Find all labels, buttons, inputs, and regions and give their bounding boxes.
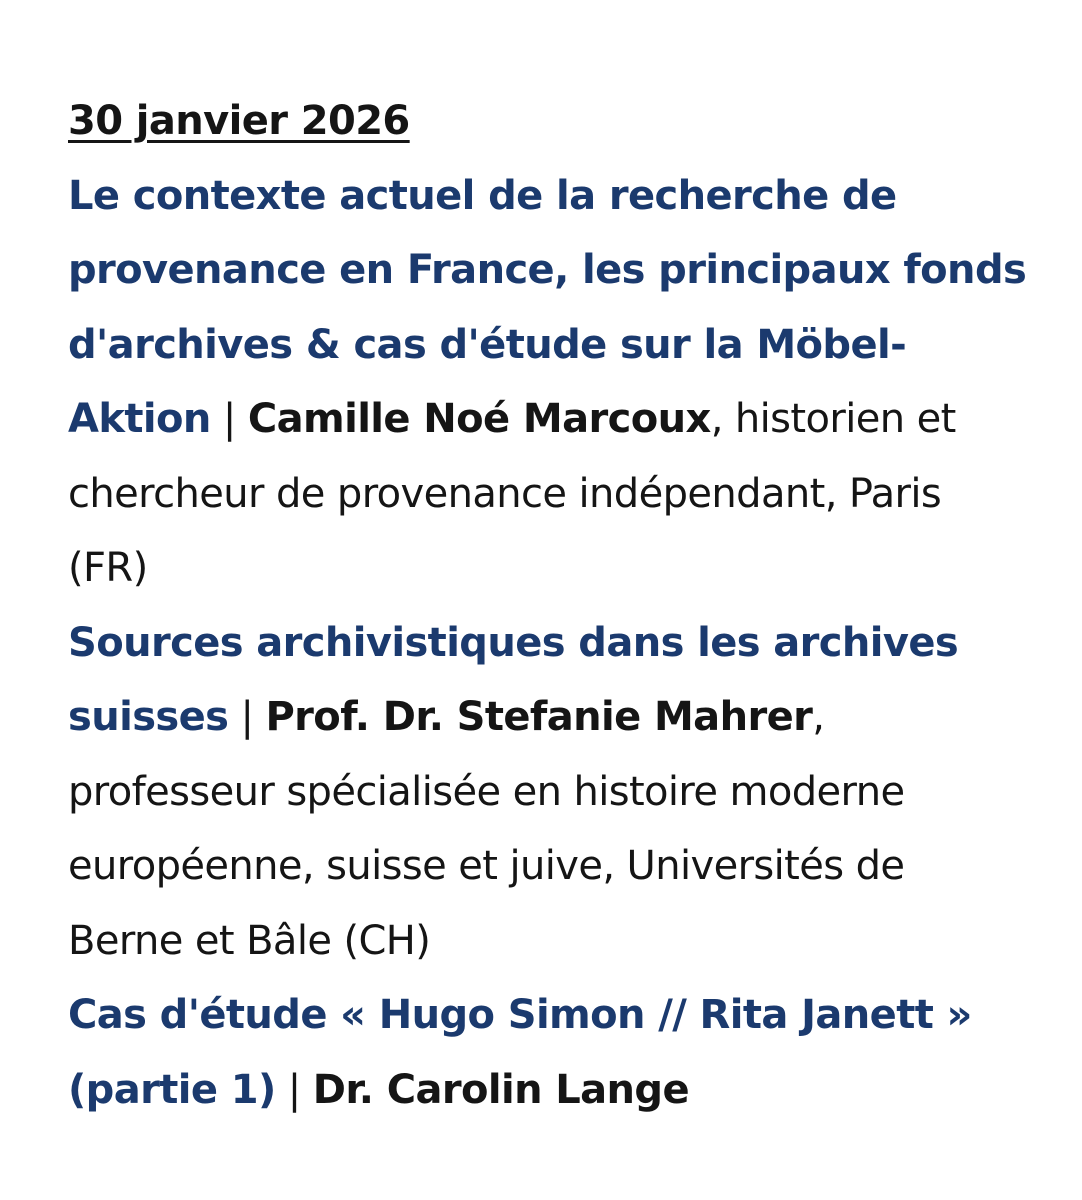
speaker-name: Dr. Carolin Lange [312,1066,689,1113]
talk-title-link[interactable]: Le contexte actuel de la recherche de provenance en France, les principaux fonds d'archives & cas d'étude sur la Möbel-Aktion [68,172,1027,442]
talk-item [68,606,1028,979]
separator: | [228,694,266,740]
speaker-name: Prof. Dr. Stefanie Mahrer [265,694,813,740]
separator: | [210,396,248,442]
speaker-description: , historien et chercheur de provenance indépendant, Paris (FR) [68,396,956,591]
speaker-name: Camille Noé Marcoux [247,396,711,442]
talk-title-link[interactable]: Cas d'étude « Hugo Simon // Rita Janett » (partie 1) [68,992,972,1113]
speaker-description: , professeur spécialisée en histoire moderne européenne, suisse et juive, Universités de Berne et Bâle (CH) [68,694,905,964]
program-content [68,84,1028,1127]
talk-item [68,159,1028,606]
talk-title-link[interactable]: Sources archivistiques dans les archives suisses [68,619,959,740]
separator: | [275,1066,313,1113]
talk-item [68,978,1028,1127]
date-link[interactable]: 30 janvier 2026 [68,98,410,144]
